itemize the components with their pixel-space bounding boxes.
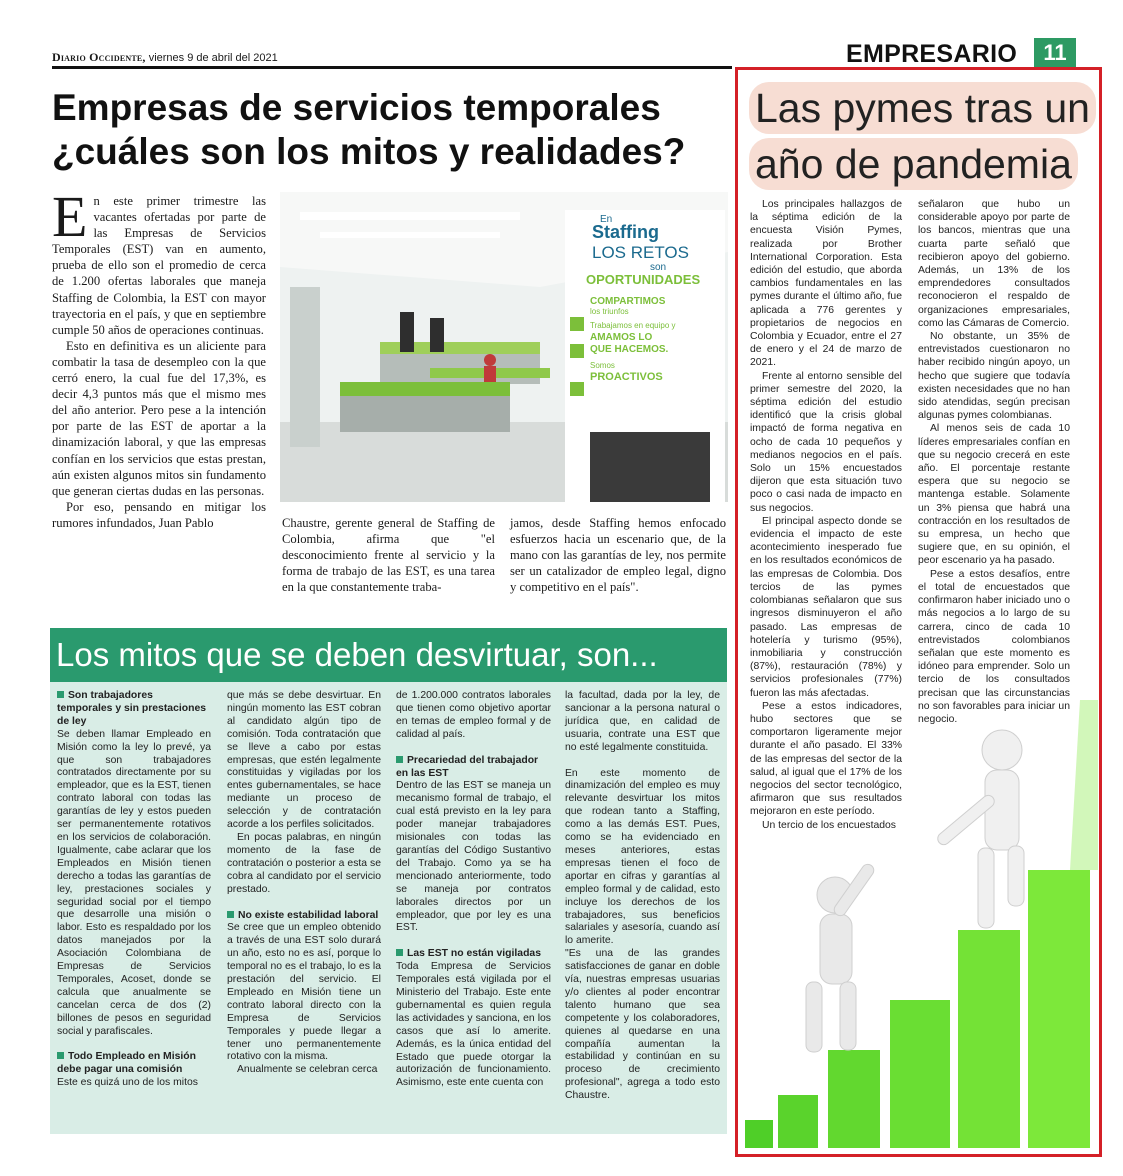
pymes-paragraph: Un tercio de los encuestados bbox=[762, 819, 897, 831]
mito-text: Este es quizá uno de los mitos bbox=[57, 1077, 198, 1089]
mitos-column-4 bbox=[565, 690, 720, 1103]
article-paragraph: Chaustre, gerente general de Staffing de Colombia, afirma que "el desconocimiento frente al servicio y la forma de trabajo de las EST, es una tarea en la que constantemente traba- bbox=[282, 516, 495, 595]
growth-illustration bbox=[740, 700, 1098, 1152]
pymes-paragraph: Pese a estos desafíos, entre el total de encuestados que confirmaron haber iniciado uno o más negocios a lo largo de su carrera, cinco de cada 10 entrevistados colombianos señalan que este momento es idóneo para emprender. Solo un tercio de los consultados precisan que las circunstancias no son favorables para iniciar un negocio. bbox=[918, 568, 1070, 725]
step-bar bbox=[958, 930, 1020, 1148]
pymes-title-line-2: año de pandemia bbox=[749, 138, 1078, 190]
person-figure bbox=[935, 730, 1024, 928]
header-rule bbox=[52, 66, 732, 69]
page-number: 11 bbox=[1034, 38, 1076, 68]
mito-text: Se deben llamar Empleado en Misión como la ley lo prevé, ya que son trabajadores contratados directamente por su empleador, que es la EST, tienen contrato laboral con todas las garantías de ley y estos pueden ser permanentemente rotativos en los servicios de colaboración. Igualmente, cabe aclarar que los Empleados en Misión tienen derecho a todas las garantías de ley, prestaciones sociales y seguridad social por el tiempo que desarrolle una misión o labor. Esto es respaldado por los datos manejados por la Asociación Colombiana de Empresas de Servicios Temporales, Acoset, donde se calcula que anualmente se cancelan cerca de dos (2) billones de pesos en seguridad social y parafiscales. bbox=[57, 728, 211, 1037]
pymes-paragraph: Frente al entorno sensible del primer semestre del 2020, la séptima edición del estudio identificó que la crisis global impactó de forma negativa en ocho de cada 10 pequeños y medianos negocios en el país. Solo un 15% encuestados dijeron que esta situación tuvo poco o casi nada de impacto en sus negocios. bbox=[750, 370, 902, 514]
sign-trabajamos: Trabajamos en equipo y bbox=[590, 321, 676, 330]
sign-retos: LOS RETOS bbox=[592, 243, 689, 262]
paper-name: Diario Occidente, bbox=[52, 50, 146, 64]
square-bullet-icon bbox=[57, 1052, 64, 1059]
square-bullet-icon bbox=[57, 691, 64, 698]
article-column-2 bbox=[282, 515, 495, 595]
pymes-paragraph: Los principales hallazgos de la séptima edición de la encuesta Visión Pymes, realizada por Brother International Corporation. Esta edición del estudio, que aborda cambios fundamentales en las pymes durante el último año, fue aplicada a 776 gerentes y propietarios de negocios en Colombia y Ecuador, entre el 27 de enero y el 24 de marzo de 2021. bbox=[750, 199, 902, 369]
sign-que-hacemos: QUE HACEMOS. bbox=[590, 344, 669, 355]
square-bullet-icon bbox=[396, 756, 403, 763]
sign-staffing: Staffing bbox=[592, 222, 659, 242]
pymes-paragraph: Pese a estos indicadores, hubo sectores que se comportaron ligeramente mejor durante el año pasado. El 33% de las empresas del sector de la salud, al igual que el 17% de los negocios del sector tecnológico, afirmaron que sus resultados mejoraron en este período. bbox=[750, 700, 902, 818]
step-bar bbox=[1028, 870, 1090, 1148]
growth-steps-illustration bbox=[740, 700, 1098, 1152]
issue-date: viernes 9 de abril del 2021 bbox=[148, 52, 278, 64]
headline-line-2: ¿cuáles son los mitos y realidades? bbox=[52, 131, 686, 172]
pymes-paragraph: No obstante, un 35% de entrevistados cuestionaron no haber recibido ningún apoyo, un hecho que sugiere que todavía existen necesidades que no han sido atendidas, según precisan algunas pymes colombianas. bbox=[918, 331, 1070, 422]
article-headline bbox=[52, 86, 742, 174]
article-paragraph: n este primer trimestre las vacantes ofertadas por parte de las Empresas de Servicios Temporales (EST) van en aumento, prueba de ello son el promedio de cerca de 1.200 ofertas laborales que maneja Staffing de Colombia, la EST con mayor trayectoria en el país, y que en septiembre cumple 50 años de operaciones continuas. bbox=[52, 194, 266, 337]
pymes-title bbox=[749, 82, 1096, 194]
mito-subheading: Las EST no están vigiladas bbox=[396, 948, 551, 961]
mito-text: En pocas palabras, en ningún momento de la fase de contratación o posterior a esta se cobra al candidato por el servicio prestado. bbox=[227, 831, 381, 895]
article-paragraph: Esto en definitiva es un aliciente para combatir la tasa de desempleo con la que cerró enero, la cual fue del 17,3%, es decir 4,3 puntos más que el mismo mes del año anterior. Pero pese a la intención por parte de las EST de aportar a la dinamización laboral, y que las empresas confían en los servicios que estas prestan, aún existen algunos mitos sin fundamento que generan ciertas dudas en las personas. bbox=[52, 338, 266, 498]
step-bar bbox=[778, 1095, 818, 1148]
mito-subheading: Precariedad del trabajador en las EST bbox=[396, 754, 539, 779]
mito-text: Se cree que un empleo obtenido a través de una EST solo durará un año, esto no es así, porque lo temporal no es el trabajo, lo es la prestación del servicio. El Empleado en Misión tiene un contrato laboral directo con la Empresa de Servicios Temporales y puede llegar a tener uno permanentemente rotativo con la misma. bbox=[227, 922, 381, 1063]
sign-triunfos: los triunfos bbox=[590, 307, 629, 316]
headline-line-1: Empresas de servicios temporales bbox=[52, 87, 661, 128]
article-column-1 bbox=[52, 184, 266, 531]
mito-subheading: No existe estabilidad laboral bbox=[227, 910, 381, 923]
section-name: EMPRESARIO bbox=[846, 40, 1018, 68]
mito-text: En este momento de dinamización del empleo es muy relevante desvirtuar los mitos que rodean tanto a Staffing, como a las demás EST. Pues, como se ha evidenciado en meses anteriores, estas empresas tienen el foco de aportar en cifras y garantías al empleo formal y de calidad, esto incluye los derechos de los trabajadores, sus beneficios salariales y asesoría, cuando así lo amerite. bbox=[565, 767, 720, 947]
step-bar bbox=[890, 1000, 950, 1148]
mito-text: de 1.200.000 contratos laborales que tienen como objetivo aportar en temas de empleo formal y de calidad al país. bbox=[396, 690, 551, 740]
drop-cap: E bbox=[52, 184, 88, 249]
sign-son: son bbox=[650, 262, 667, 273]
sign-en: En bbox=[600, 214, 613, 225]
sign-oportunidades: OPORTUNIDADES bbox=[586, 272, 701, 287]
mito-text: "Es una de las grandes satisfacciones de ganar en doble vía, nuestras empresas usuarias y/o clientes al poder encontrar talento humano que sea competente y los colaboradores, quienes al quedarse en una compañía aumentan la estabilidad y continúan en su proceso de crecimiento profesional", agrega a todo esto Chaustre. bbox=[565, 948, 720, 1102]
step-bar bbox=[745, 1120, 773, 1148]
person-figure bbox=[806, 862, 876, 1052]
square-bullet-icon bbox=[396, 949, 403, 956]
sign-amamos: AMAMOS LO bbox=[590, 332, 653, 343]
pymes-title-line-1: Las pymes tras un bbox=[749, 82, 1096, 134]
office-photo-illustration bbox=[280, 192, 728, 502]
mito-text: la facultad, dada por la ley, de sancionar a la persona natural o jurídica que, en calidad de usuaria, contrate una EST que no esté legalmente constituida. bbox=[565, 690, 720, 753]
pymes-paragraph: Al menos seis de cada 10 líderes empresariales confían en que su negocio crecerá en este año. El porcentaje restante espera que su negocio se mantenga estable. Solamente un 3% piensa que habrá una contracción en los resultados de su empresa, un hecho que sugiere que, en su opinión, el peor escenario ya ha pasado. bbox=[918, 423, 1070, 567]
mito-subheading: Todo Empleado en Misión debe pagar una comisión bbox=[57, 1051, 196, 1076]
article-paragraph: Por eso, pensando en mitigar los rumores infundados, Juan Pablo bbox=[52, 499, 266, 530]
pymes-paragraph: El principal aspecto donde se evidencia el impacto de este acontecimiento inesperado fue en los resultados económicos de las empresas de Colombia. Dos tercios de las pymes colombianas señalaron que sus ingresos disminuyeron el año pasado. Las empresas de hotelería y turismo (95%), inmobiliaria y construcción (87%), restauración (78%) y servicios profesionales (77%) fueron las más afectadas. bbox=[750, 515, 902, 699]
article-column-3 bbox=[510, 515, 726, 595]
sign-somos: Somos bbox=[590, 361, 615, 370]
mito-text: Anualmente se celebran cerca bbox=[237, 1064, 378, 1076]
mitos-title: Los mitos que se deben desvirtuar, son... bbox=[50, 628, 727, 682]
office-photo bbox=[280, 192, 728, 502]
sign-compartimos: COMPARTIMOS bbox=[590, 296, 666, 307]
mito-text: que más se debe desvirtuar. En ningún momento las EST cobran al candidato algún tipo de comisión. Toda contratación que se lleve a cabo por estas empresas, que estén legalmente constituidas y vigiladas por los entes gubernamentales, se hace mediante un proceso de selección y de contratación acorde a los perfiles solicitados. bbox=[227, 690, 381, 831]
mito-subheading: Son trabajadores temporales y sin prestaciones de ley bbox=[57, 690, 206, 727]
mito-text: Toda Empresa de Servicios Temporales está vigilada por el Ministerio del Trabajo. Este ente gubernamental es quien regula las actividades y sanciona, en los casos que así lo amerite. Además, es la única entidad del Estado que puede otorgar la autorización de funcionamiento. Asimismo, este ente cuenta con bbox=[396, 961, 551, 1089]
masthead bbox=[52, 50, 278, 65]
mitos-column-1 bbox=[57, 690, 211, 1090]
step-bar bbox=[828, 1050, 880, 1148]
pymes-column-2 bbox=[918, 198, 1070, 726]
mitos-column-2 bbox=[227, 690, 381, 1077]
mitos-column-3 bbox=[396, 690, 551, 1090]
mito-text: Dentro de las EST se maneja un mecanismo formal de trabajo, el cual está previsto en la ley para poder manejar trabajadores misionales con todas las garantías del Código Sustantivo del Trabajo. Como ya se ha mencionado anteriormente, todo se maneja por contratos laborales directos por un empleador, que por ley es una EST. bbox=[396, 780, 551, 934]
square-bullet-icon bbox=[227, 911, 234, 918]
pymes-paragraph: señalaron que hubo un considerable apoyo por parte de los bancos, mientras que una cuarta parte señaló que recibieron apoyo del gobierno. Además, un 13% de los emprendedores consultados reconocieron el respaldo de organizaciones empresariales, como las Cámaras de Comercio. bbox=[918, 199, 1070, 329]
sign-proactivos: PROACTIVOS bbox=[590, 371, 663, 383]
article-paragraph: jamos, desde Staffing hemos enfocado esfuerzos hacia un escenario que, de la mano con las garantías de ley, nos permite ser un catalizador de empleo legal, digno y competitivo en el país". bbox=[510, 516, 726, 595]
